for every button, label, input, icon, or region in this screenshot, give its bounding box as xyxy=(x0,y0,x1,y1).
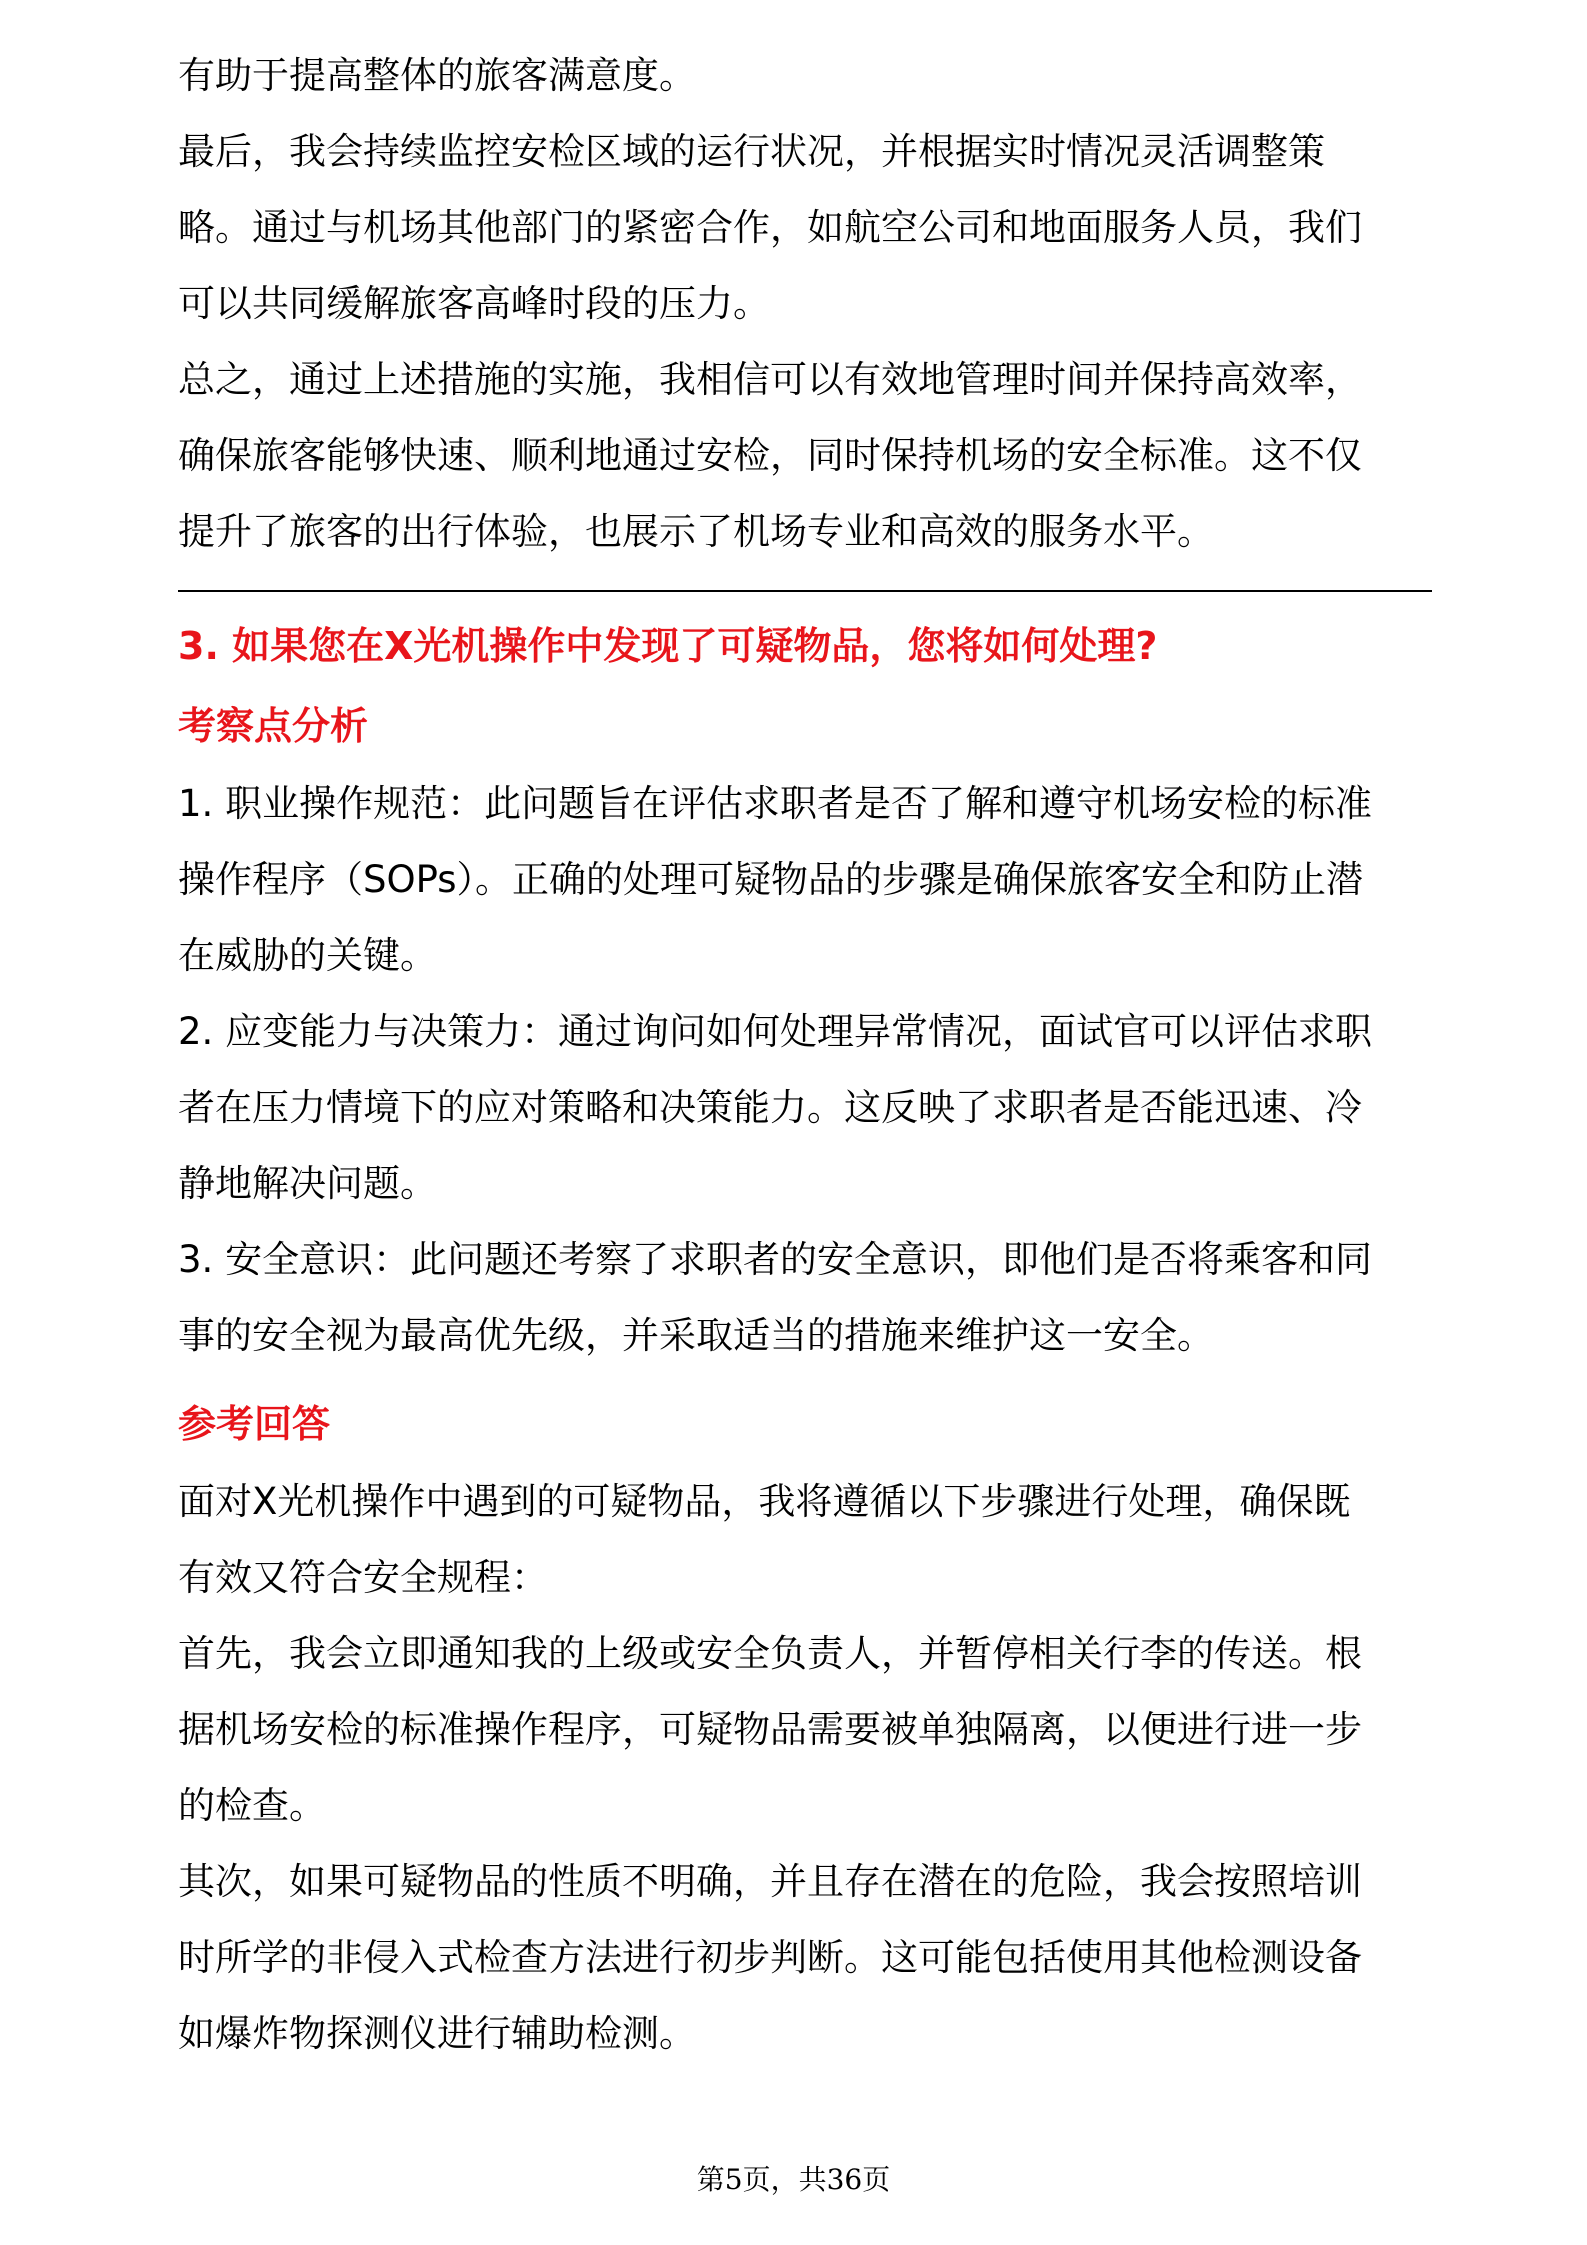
text-line: 提升了旅客的出行体验，也展示了机场专业和高效的服务水平。 xyxy=(178,510,1214,553)
text-line: 1. 职业操作规范：此问题旨在评估求职者是否了解和遵守机场安检的标准 xyxy=(178,782,1373,825)
text-line: 操作程序（SOPs）。正确的处理可疑物品的步骤是确保旅客安全和防止潜 xyxy=(178,858,1364,901)
text-line: 3. 安全意识：此问题还考察了求职者的安全意识，即他们是否将乘客和同 xyxy=(178,1238,1373,1281)
text-line: 可以共同缓解旅客高峰时段的压力。 xyxy=(178,282,770,325)
text-line: 2. 应变能力与决策力：通过询问如何处理异常情况，面试官可以评估求职 xyxy=(178,1010,1373,1053)
text-line: 在威胁的关键。 xyxy=(178,934,437,977)
page-number: 第5页，共36页 xyxy=(696,2163,891,2196)
text-line: 事的安全视为最高优先级，并采取适当的措施来维护这一安全。 xyxy=(178,1314,1214,1357)
text-line: 有效又符合安全规程： xyxy=(178,1556,548,1599)
text-line: 的检查。 xyxy=(178,1784,326,1827)
text-line: 面对X光机操作中遇到的可疑物品，我将遵循以下步骤进行处理，确保既 xyxy=(178,1480,1351,1523)
question-title: 3. 如果您在X光机操作中发现了可疑物品，您将如何处理? xyxy=(178,624,1158,668)
text-line: 静地解决问题。 xyxy=(178,1162,437,1205)
text-line: 如爆炸物探测仪进行辅助检测。 xyxy=(178,2012,696,2055)
intro-paragraphs xyxy=(178,38,1428,570)
text-line: 略。通过与机场其他部门的紧密合作，如航空公司和地面服务人员，我们 xyxy=(178,206,1362,249)
text-line: 总之，通过上述措施的实施，我相信可以有效地管理时间并保持高效率， xyxy=(178,358,1362,401)
analysis-heading: 考察点分析 xyxy=(178,704,369,748)
text-line: 据机场安检的标准操作程序，可疑物品需要被单独隔离，以便进行进一步 xyxy=(178,1708,1362,1751)
answer-heading: 参考回答 xyxy=(178,1402,331,1446)
section-divider xyxy=(178,590,1432,592)
text-line: 有助于提高整体的旅客满意度。 xyxy=(178,54,696,97)
text-line: 者在压力情境下的应对策略和决策能力。这反映了求职者是否能迅速、冷 xyxy=(178,1086,1362,1129)
page-content xyxy=(178,38,1428,2072)
text-line: 确保旅客能够快速、顺利地通过安检，同时保持机场的安全标准。这不仅 xyxy=(178,434,1362,477)
analysis-paragraphs xyxy=(178,766,1428,1374)
text-line: 时所学的非侵入式检查方法进行初步判断。这可能包括使用其他检测设备 xyxy=(178,1936,1362,1979)
text-line: 首先，我会立即通知我的上级或安全负责人，并暂停相关行李的传送。根 xyxy=(178,1632,1362,1675)
answer-paragraphs xyxy=(178,1464,1428,2072)
text-line: 其次，如果可疑物品的性质不明确，并且存在潜在的危险，我会按照培训 xyxy=(178,1860,1362,1903)
text-line: 最后，我会持续监控安检区域的运行状况，并根据实时情况灵活调整策 xyxy=(178,130,1325,173)
spacer xyxy=(178,1374,1428,1384)
